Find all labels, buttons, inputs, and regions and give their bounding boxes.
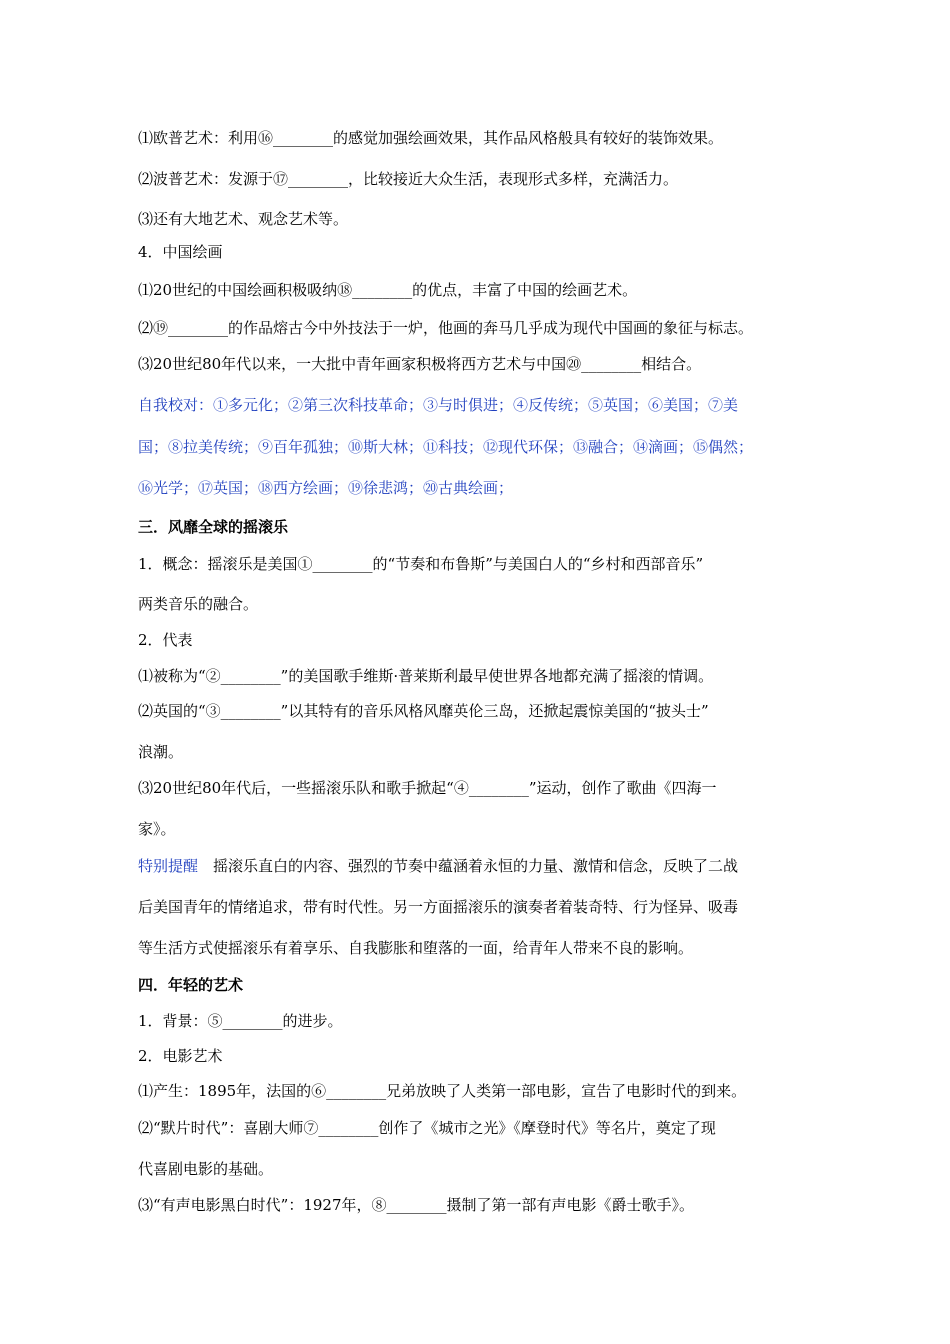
line-other-art: ⑶还有大地艺术、观念艺术等。 bbox=[138, 210, 349, 228]
line-rep-2-cont: 浪潮。 bbox=[138, 743, 184, 761]
special-note-line-1 bbox=[138, 856, 738, 876]
answer-key-line-1: 自我校对：①多元化；②第三次科技革命；③与时俱进；④反传统；⑤英国；⑥美国；⑦美 bbox=[138, 396, 739, 414]
line-pop-art: ⑵波普艺术：发源于⑰________，比较接近大众生活，表现形式多样，充满活力。 bbox=[138, 170, 679, 188]
answer-key-line-2: 国；⑧拉美传统；⑨百年孤独；⑩斯大林；⑪科技；⑫现代环保；⑬融合；⑭滴画；⑮偶然； bbox=[138, 438, 754, 456]
line-chinese-painting-2: ⑵⑲________的作品熔古今中外技法于一炉，他画的奔马几乎成为现代中国画的象征与标志。 bbox=[138, 319, 754, 337]
special-note-text: 摇滚乐直白的内容、强烈的节奏中蕴涵着永恒的力量、激情和信念，反映了二战 bbox=[213, 857, 739, 875]
line-rep-2: ⑵英国的“③________”以其特有的音乐风格风靡英伦三岛，还掀起震惊美国的“披头士” bbox=[138, 702, 709, 720]
heading-film-art: 2．电影艺术 bbox=[138, 1047, 223, 1065]
line-rep-1: ⑴被称为“②________”的美国歌手维斯·普莱斯利最早使世界各地都充满了摇滚的情调。 bbox=[138, 667, 714, 685]
line-background: 1．背景：⑤________的进步。 bbox=[138, 1012, 343, 1030]
line-rock-concept-2: 两类音乐的融合。 bbox=[138, 595, 259, 613]
line-film-1: ⑴产生：1895年，法国的⑥________兄弟放映了人类第一部电影，宣告了电影时代的到来。 bbox=[138, 1082, 747, 1100]
special-note-label: 特别提醒 bbox=[138, 857, 199, 875]
line-film-2: ⑵“默片时代”：喜剧大师⑦________创作了《城市之光》《摩登时代》等名片，奠定了现 bbox=[138, 1119, 716, 1137]
answer-key-line-3: ⑯光学；⑰英国；⑱西方绘画；⑲徐悲鸿；⑳古典绘画； bbox=[138, 479, 514, 497]
line-rep-3: ⑶20世纪80年代后，一些摇滚乐队和歌手掀起“④________”运动，创作了歌曲《四海一 bbox=[138, 779, 717, 797]
section-heading-rock: 三．风靡全球的摇滚乐 bbox=[138, 518, 289, 536]
line-chinese-painting-1: ⑴20世纪的中国绘画积极吸纳⑱________的优点，丰富了中国的绘画艺术。 bbox=[138, 281, 638, 299]
section-heading-young-art: 四．年轻的艺术 bbox=[138, 976, 244, 994]
line-film-3: ⑶“有声电影黑白时代”：1927年，⑧________摄制了第一部有声电影《爵士歌手》。 bbox=[138, 1196, 695, 1214]
line-rep-3-cont: 家》。 bbox=[138, 820, 176, 838]
special-note-line-2: 后美国青年的情绪追求，带有时代性。另一方面摇滚乐的演奏者着装奇特、行为怪异、吸毒 bbox=[138, 898, 739, 916]
line-chinese-painting-3: ⑶20世纪80年代以来，一大批中青年画家积极将西方艺术与中国⑳________相结合。 bbox=[138, 355, 702, 373]
line-film-2-cont: 代喜剧电影的基础。 bbox=[138, 1160, 274, 1178]
heading-chinese-painting: 4．中国绘画 bbox=[138, 243, 223, 261]
special-note-line-3: 等生活方式使摇滚乐有着享乐、自我膨胀和堕落的一面，给青年人带来不良的影响。 bbox=[138, 939, 694, 957]
line-rock-concept-1: 1．概念：摇滚乐是美国①________的“节奏和布鲁斯”与美国白人的“乡村和西部音乐” bbox=[138, 555, 704, 573]
heading-representatives: 2．代表 bbox=[138, 631, 193, 649]
line-op-art: ⑴欧普艺术：利用⑯________的感觉加强绘画效果，其作品风格般具有较好的装饰效果。 bbox=[138, 129, 724, 147]
